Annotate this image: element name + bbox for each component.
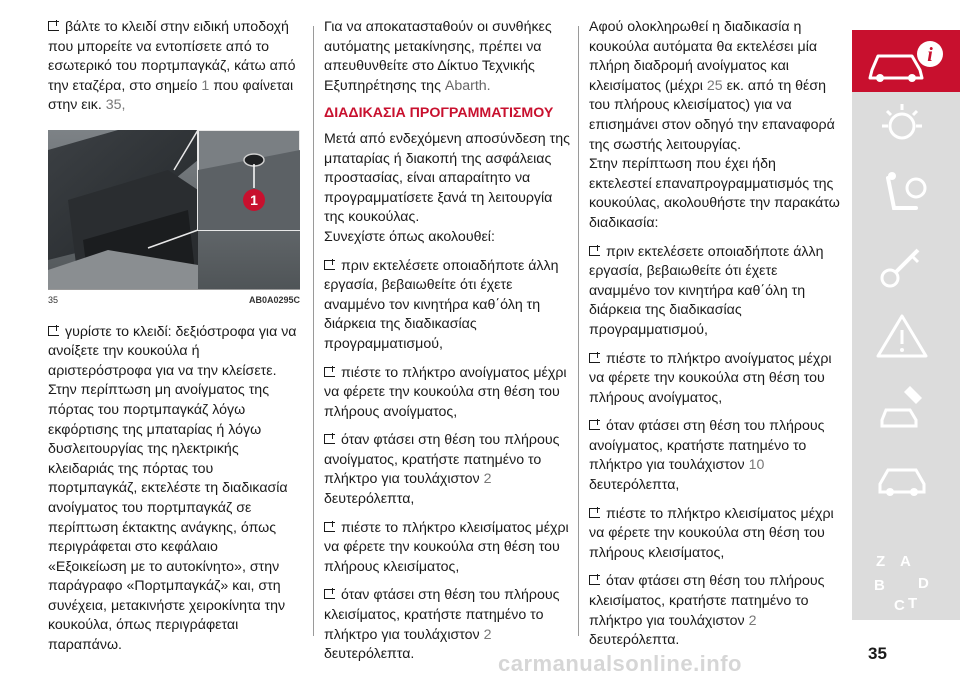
paragraph-complete: Αφού ολοκληρωθεί η διαδικασία η κουκούλα αυτόματα θα εκτελέσει μία πλήρη διαδρομή ανοίγματος και κλεισίματος (μέχρι 25 εκ. από τη θέση του πλήρους κλεισίματος) για να επισημάνει στον οδηγό την επαναφορά της σωστής λειτουργίας. — [589, 19, 835, 153]
figure-number: 35 — [48, 294, 59, 305]
section-heading: ΔΙΑΔΙΚΑΣΙΑ ΠΡΟΓΡΑΜΜΑΤΙΣΜΟΥ — [324, 105, 554, 122]
column-right — [589, 18, 841, 651]
step-1: πριν εκτελέσετε οποιαδήποτε άλλη εργασία, βεβαιωθείτε ότι έχετε αναμμένο τον κινητήρα καθ΄όλη τη διάρκεια της διαδικασίας προγραμματισμού, — [324, 257, 559, 352]
step-5: όταν φτάσει στη θέση του πλήρους κλεισίματος, κρατήστε πατημένο το πλήκτρο για τουλάχιστον 2 δευτερόλεπτα. — [324, 587, 560, 663]
svg-text:D: D — [918, 575, 929, 592]
paragraph-emergency: Στην περίπτωση μη ανοίγματος της πόρτας του πορτμπαγκάζ λόγω εκφόρτισης της μπαταρίας ή λόγω δυσλειτουργίας της ηλεκτρικής κλειδαριάς της πόρτας του πορτμπαγκάζ, εκτελέστε τη διαδικασία ανοίγματος του πορτμπαγκάζ σε περίπτωση έκτακτης ανάγκης, όπως περιγράφεται στο κεφάλαιο «Εξοικείωση με το αυτοκίνητο», στην παράγραφο «Πορτμπαγκάζ» και, στη συνέχεια, μετακινήστε χειροκίνητα την κουκούλα, όπως περιγράφεται παραπάνω. — [48, 382, 288, 654]
bullet-marker-icon — [324, 260, 335, 270]
bullet-marker-icon — [589, 508, 600, 518]
bullet-marker-icon — [589, 353, 600, 363]
chapter-tab-active[interactable] — [852, 30, 960, 92]
trunk-illustration — [48, 130, 300, 290]
bullet-marker-icon — [324, 522, 335, 532]
bullet-marker-icon — [324, 589, 335, 599]
svg-text:Z: Z — [876, 553, 886, 570]
svg-text:B: B — [874, 577, 885, 594]
step-4: πιέστε το πλήκτρο κλεισίματος μέχρι να φέρετε την κουκούλα στη θέση του πλήρους κλεισίματος, — [589, 505, 834, 561]
bullet-marker-icon — [589, 420, 600, 430]
column-divider — [313, 26, 314, 636]
svg-text:C: C — [894, 597, 905, 614]
bullet-marker-icon — [324, 367, 335, 377]
paragraph-reprogram: Στην περίπτωση που έχει ήδη εκτελεστεί επαναπρογραμματισμός της κουκούλας, ακολουθήστε την παρακάτω διαδικασία: — [589, 156, 840, 231]
bullet-marker-icon — [589, 575, 600, 585]
step-2: πιέστε το πλήκτρο ανοίγματος μέχρι να φέρετε την κουκούλα στη θέση του πλήρους ανοίγματος, — [589, 350, 832, 406]
bullet-marker-icon — [48, 21, 59, 31]
paragraph-restore: Για να αποκατασταθούν οι συνθήκες αυτόματης μετακίνησης, πρέπει να απευθυνθείτε στο Δίκτυο Τεχνικής Εξυπηρέτησης της Abarth. — [324, 19, 552, 94]
figure-trunk-keyhole — [48, 130, 300, 290]
svg-text:T: T — [908, 595, 918, 612]
index-letters-icon[interactable] — [870, 548, 934, 618]
column-divider — [578, 26, 579, 636]
step-5: όταν φτάσει στη θέση του πλήρους κλεισίματος, κρατήστε πατημένο το πλήκτρο για τουλάχιστον 2 δευτερόλεπτα. — [589, 573, 825, 649]
bullet-insert-key: βάλτε το κλειδί στην ειδική υποδοχή που μπορείτε να εντοπίσετε από το εσωτερικό του πορτμπαγκάζ, κάτω από την εταζέρα, στο σημείο 1 που φαίνεται στην εικ. 35, — [48, 19, 296, 114]
key-icon[interactable] — [870, 240, 934, 292]
step-4: πιέστε το πλήκτρο κλεισίματος μέχρι να φέρετε την κουκούλα στη θέση του πλήρους κλεισίματος, — [324, 519, 569, 575]
step-3: όταν φτάσει στη θέση του πλήρους ανοίγματος, κρατήστε πατημένο το πλήκτρο για τουλάχιστον 10 δευτερόλεπτα, — [589, 418, 825, 494]
svg-text:A: A — [900, 553, 911, 570]
figure-code: AB0A0295C — [248, 294, 300, 305]
callout-number: 1 — [250, 191, 258, 208]
wrench-car-icon[interactable] — [870, 380, 934, 432]
car-info-icon — [852, 30, 960, 92]
paragraph-programming: Μετά από ενδεχόμενη αποσύνδεση της μπαταρίας ή διακοπή της ασφάλειας προστασίας, είναι απαραίτητο να προγραμματίσετε ξανά τη λειτουργία της κουκούλας. — [324, 130, 570, 226]
warning-triangle-icon[interactable] — [870, 310, 934, 362]
watermark: carmanualsonline.info — [498, 651, 742, 676]
bullet-marker-icon — [48, 326, 59, 336]
dashboard-lights-icon[interactable] — [870, 100, 934, 152]
page-number: 35 — [868, 644, 887, 663]
bullet-marker-icon — [589, 246, 600, 256]
bullet-turn-key: γυρίστε το κλειδί: δεξιόστροφα για να ανοίξετε την κουκούλα ή αριστερόστροφα για να την κλείσετε. — [48, 323, 297, 379]
column-middle — [324, 18, 576, 665]
step-2: πιέστε το πλήκτρο ανοίγματος μέχρι να φέρετε την κουκούλα στη θέση του πλήρους ανοίγματος, — [324, 364, 567, 420]
paragraph-continue: Συνεχίστε όπως ακολουθεί: — [324, 228, 495, 245]
svg-text:i: i — [927, 44, 933, 66]
seat-airbag-icon[interactable] — [870, 170, 934, 222]
figure-caption — [48, 291, 300, 311]
step-3: όταν φτάσει στη θέση του πλήρους ανοίγματος, κρατήστε πατημένο το πλήκτρο για τουλάχιστον 2 δευτερόλεπτα, — [324, 432, 560, 508]
car-spec-icon[interactable] — [870, 450, 934, 502]
column-left — [48, 18, 300, 656]
bullet-marker-icon — [324, 434, 335, 444]
step-1: πριν εκτελέσετε οποιαδήποτε άλλη εργασία, βεβαιωθείτε ότι έχετε αναμμένο τον κινητήρα καθ΄όλη τη διάρκεια της διαδικασίας προγραμματισμού, — [589, 243, 824, 338]
